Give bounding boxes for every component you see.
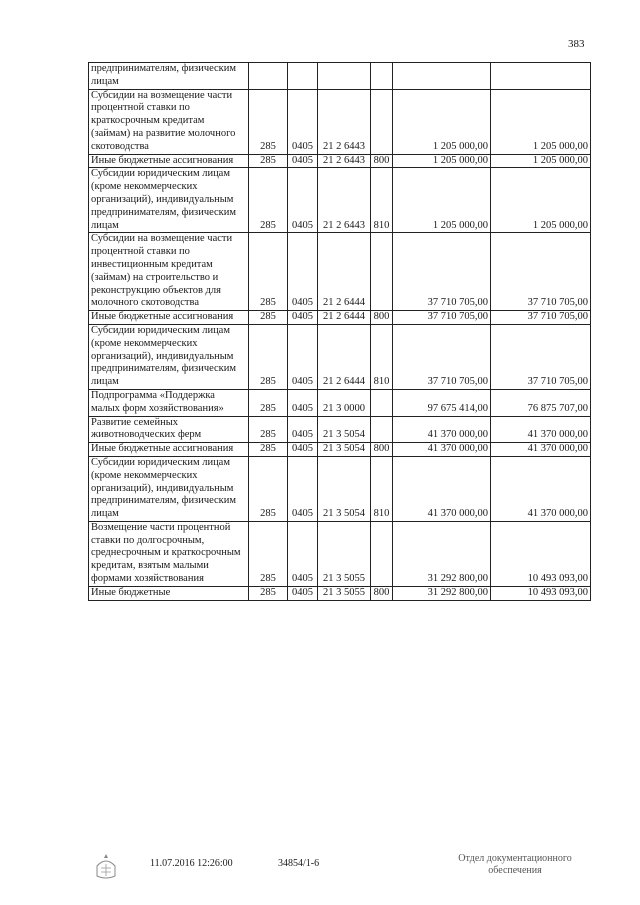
row-cs-cell: 21 3 5055 <box>318 586 371 600</box>
row-cs-cell: 21 2 6443 <box>318 168 371 233</box>
row-gr-cell: 285 <box>249 389 288 416</box>
row-amount-2-cell: 1 205 000,00 <box>491 154 591 168</box>
footer-timestamp: 11.07.2016 12:26:00 <box>150 858 233 869</box>
row-cs-cell: 21 3 0000 <box>318 389 371 416</box>
row-vr-cell: 810 <box>371 168 393 233</box>
row-gr-cell: 285 <box>249 168 288 233</box>
row-gr-cell: 285 <box>249 324 288 389</box>
row-vr-cell: 800 <box>371 311 393 325</box>
row-gr-cell: 285 <box>249 456 288 521</box>
table-row <box>89 63 591 90</box>
coat-of-arms-icon <box>91 852 121 882</box>
row-gr-cell: 285 <box>249 89 288 154</box>
row-gr-cell: 285 <box>249 521 288 586</box>
row-rz-cell: 0405 <box>288 416 318 443</box>
table-row <box>89 586 591 600</box>
row-cs-cell: 21 3 5055 <box>318 521 371 586</box>
table-row <box>89 416 591 443</box>
row-vr-cell: 810 <box>371 456 393 521</box>
row-amount-2-cell: 41 370 000,00 <box>491 443 591 457</box>
row-amount-1-cell: 37 710 705,00 <box>393 324 491 389</box>
row-amount-2-cell: 1 205 000,00 <box>491 89 591 154</box>
row-name-cell: предпринимателям, физическим лицам <box>89 63 249 90</box>
row-amount-2-cell: 76 875 707,00 <box>491 389 591 416</box>
row-rz-cell: 0405 <box>288 443 318 457</box>
row-name-cell: Иные бюджетные <box>89 586 249 600</box>
table-row <box>89 389 591 416</box>
row-cs-cell: 21 3 5054 <box>318 416 371 443</box>
row-amount-1-cell: 1 205 000,00 <box>393 154 491 168</box>
row-gr-cell: 285 <box>249 416 288 443</box>
row-amount-1-cell <box>393 63 491 90</box>
row-name-cell: Субсидии юридическим лицам (кроме некоммерческих организаций), индивидуальным предпринимателям, физическим лицам <box>89 456 249 521</box>
row-gr-cell: 285 <box>249 154 288 168</box>
row-amount-1-cell: 31 292 800,00 <box>393 521 491 586</box>
row-cs-cell: 21 2 6444 <box>318 324 371 389</box>
footer-doc-number: 34854/1-6 <box>278 858 320 869</box>
table-row <box>89 311 591 325</box>
row-cs-cell: 21 2 6443 <box>318 89 371 154</box>
table-row <box>89 168 591 233</box>
row-amount-1-cell: 97 675 414,00 <box>393 389 491 416</box>
row-vr-cell: 810 <box>371 324 393 389</box>
row-amount-2-cell: 37 710 705,00 <box>491 324 591 389</box>
row-rz-cell: 0405 <box>288 586 318 600</box>
row-rz-cell: 0405 <box>288 324 318 389</box>
document-footer <box>0 850 640 890</box>
row-amount-2-cell: 10 493 093,00 <box>491 586 591 600</box>
row-gr-cell: 285 <box>249 311 288 325</box>
row-amount-1-cell: 1 205 000,00 <box>393 89 491 154</box>
row-gr-cell: 285 <box>249 586 288 600</box>
row-vr-cell <box>371 521 393 586</box>
row-cs-cell: 21 2 6444 <box>318 233 371 311</box>
footer-department-stamp <box>440 853 590 877</box>
row-amount-2-cell: 10 493 093,00 <box>491 521 591 586</box>
footer-department-line1: Отдел документационного <box>458 853 572 864</box>
row-amount-1-cell: 31 292 800,00 <box>393 586 491 600</box>
row-amount-2-cell: 41 370 000,00 <box>491 456 591 521</box>
row-amount-2-cell: 41 370 000,00 <box>491 416 591 443</box>
table-row <box>89 89 591 154</box>
row-rz-cell: 0405 <box>288 233 318 311</box>
row-gr-cell: 285 <box>249 443 288 457</box>
row-amount-1-cell: 41 370 000,00 <box>393 416 491 443</box>
row-rz-cell: 0405 <box>288 89 318 154</box>
row-cs-cell: 21 3 5054 <box>318 443 371 457</box>
budget-table-body <box>89 63 591 601</box>
row-vr-cell <box>371 89 393 154</box>
row-rz-cell: 0405 <box>288 154 318 168</box>
row-rz-cell: 0405 <box>288 521 318 586</box>
row-gr-cell <box>249 63 288 90</box>
row-cs-cell: 21 2 6443 <box>318 154 371 168</box>
row-name-cell: Иные бюджетные ассигнования <box>89 443 249 457</box>
footer-department-line2: обеспечения <box>488 865 542 876</box>
row-name-cell: Подпрограмма «Поддержка малых форм хозяйствования» <box>89 389 249 416</box>
row-gr-cell: 285 <box>249 233 288 311</box>
row-vr-cell <box>371 389 393 416</box>
table-row <box>89 324 591 389</box>
row-vr-cell <box>371 233 393 311</box>
row-name-cell: Субсидии на возмещение части процентной ставки по инвестиционным кредитам (займам) на строительство и реконструкцию объектов для молочного скотоводства <box>89 233 249 311</box>
row-amount-1-cell: 41 370 000,00 <box>393 443 491 457</box>
row-cs-cell: 21 3 5054 <box>318 456 371 521</box>
row-vr-cell <box>371 63 393 90</box>
row-amount-1-cell: 41 370 000,00 <box>393 456 491 521</box>
row-amount-2-cell: 1 205 000,00 <box>491 168 591 233</box>
table-row <box>89 443 591 457</box>
row-name-cell: Развитие семейных животноводческих ферм <box>89 416 249 443</box>
table-row <box>89 233 591 311</box>
table-row <box>89 456 591 521</box>
row-cs-cell: 21 2 6444 <box>318 311 371 325</box>
row-rz-cell: 0405 <box>288 389 318 416</box>
row-vr-cell: 800 <box>371 443 393 457</box>
row-amount-2-cell: 37 710 705,00 <box>491 233 591 311</box>
row-rz-cell <box>288 63 318 90</box>
row-rz-cell: 0405 <box>288 456 318 521</box>
row-rz-cell: 0405 <box>288 168 318 233</box>
row-cs-cell <box>318 63 371 90</box>
row-name-cell: Субсидии юридическим лицам (кроме некоммерческих организаций), индивидуальным предпринимателям, физическим лицам <box>89 324 249 389</box>
row-amount-1-cell: 1 205 000,00 <box>393 168 491 233</box>
row-vr-cell: 800 <box>371 154 393 168</box>
row-vr-cell: 800 <box>371 586 393 600</box>
row-amount-2-cell <box>491 63 591 90</box>
row-rz-cell: 0405 <box>288 311 318 325</box>
row-vr-cell <box>371 416 393 443</box>
row-amount-1-cell: 37 710 705,00 <box>393 311 491 325</box>
row-name-cell: Субсидии на возмещение части процентной ставки по краткосрочным кредитам (займам) на развитие молочного скотоводства <box>89 89 249 154</box>
table-row <box>89 154 591 168</box>
row-name-cell: Субсидии юридическим лицам (кроме некоммерческих организаций), индивидуальным предпринимателям, физическим лицам <box>89 168 249 233</box>
table-row <box>89 521 591 586</box>
row-name-cell: Возмещение части процентной ставки по долгосрочным, среднесрочным и краткосрочным кредитам, взятым малыми формами хозяйствования <box>89 521 249 586</box>
budget-table <box>88 62 591 601</box>
row-amount-2-cell: 37 710 705,00 <box>491 311 591 325</box>
row-name-cell: Иные бюджетные ассигнования <box>89 154 249 168</box>
row-amount-1-cell: 37 710 705,00 <box>393 233 491 311</box>
page-number: 383 <box>568 38 585 50</box>
row-name-cell: Иные бюджетные ассигнования <box>89 311 249 325</box>
